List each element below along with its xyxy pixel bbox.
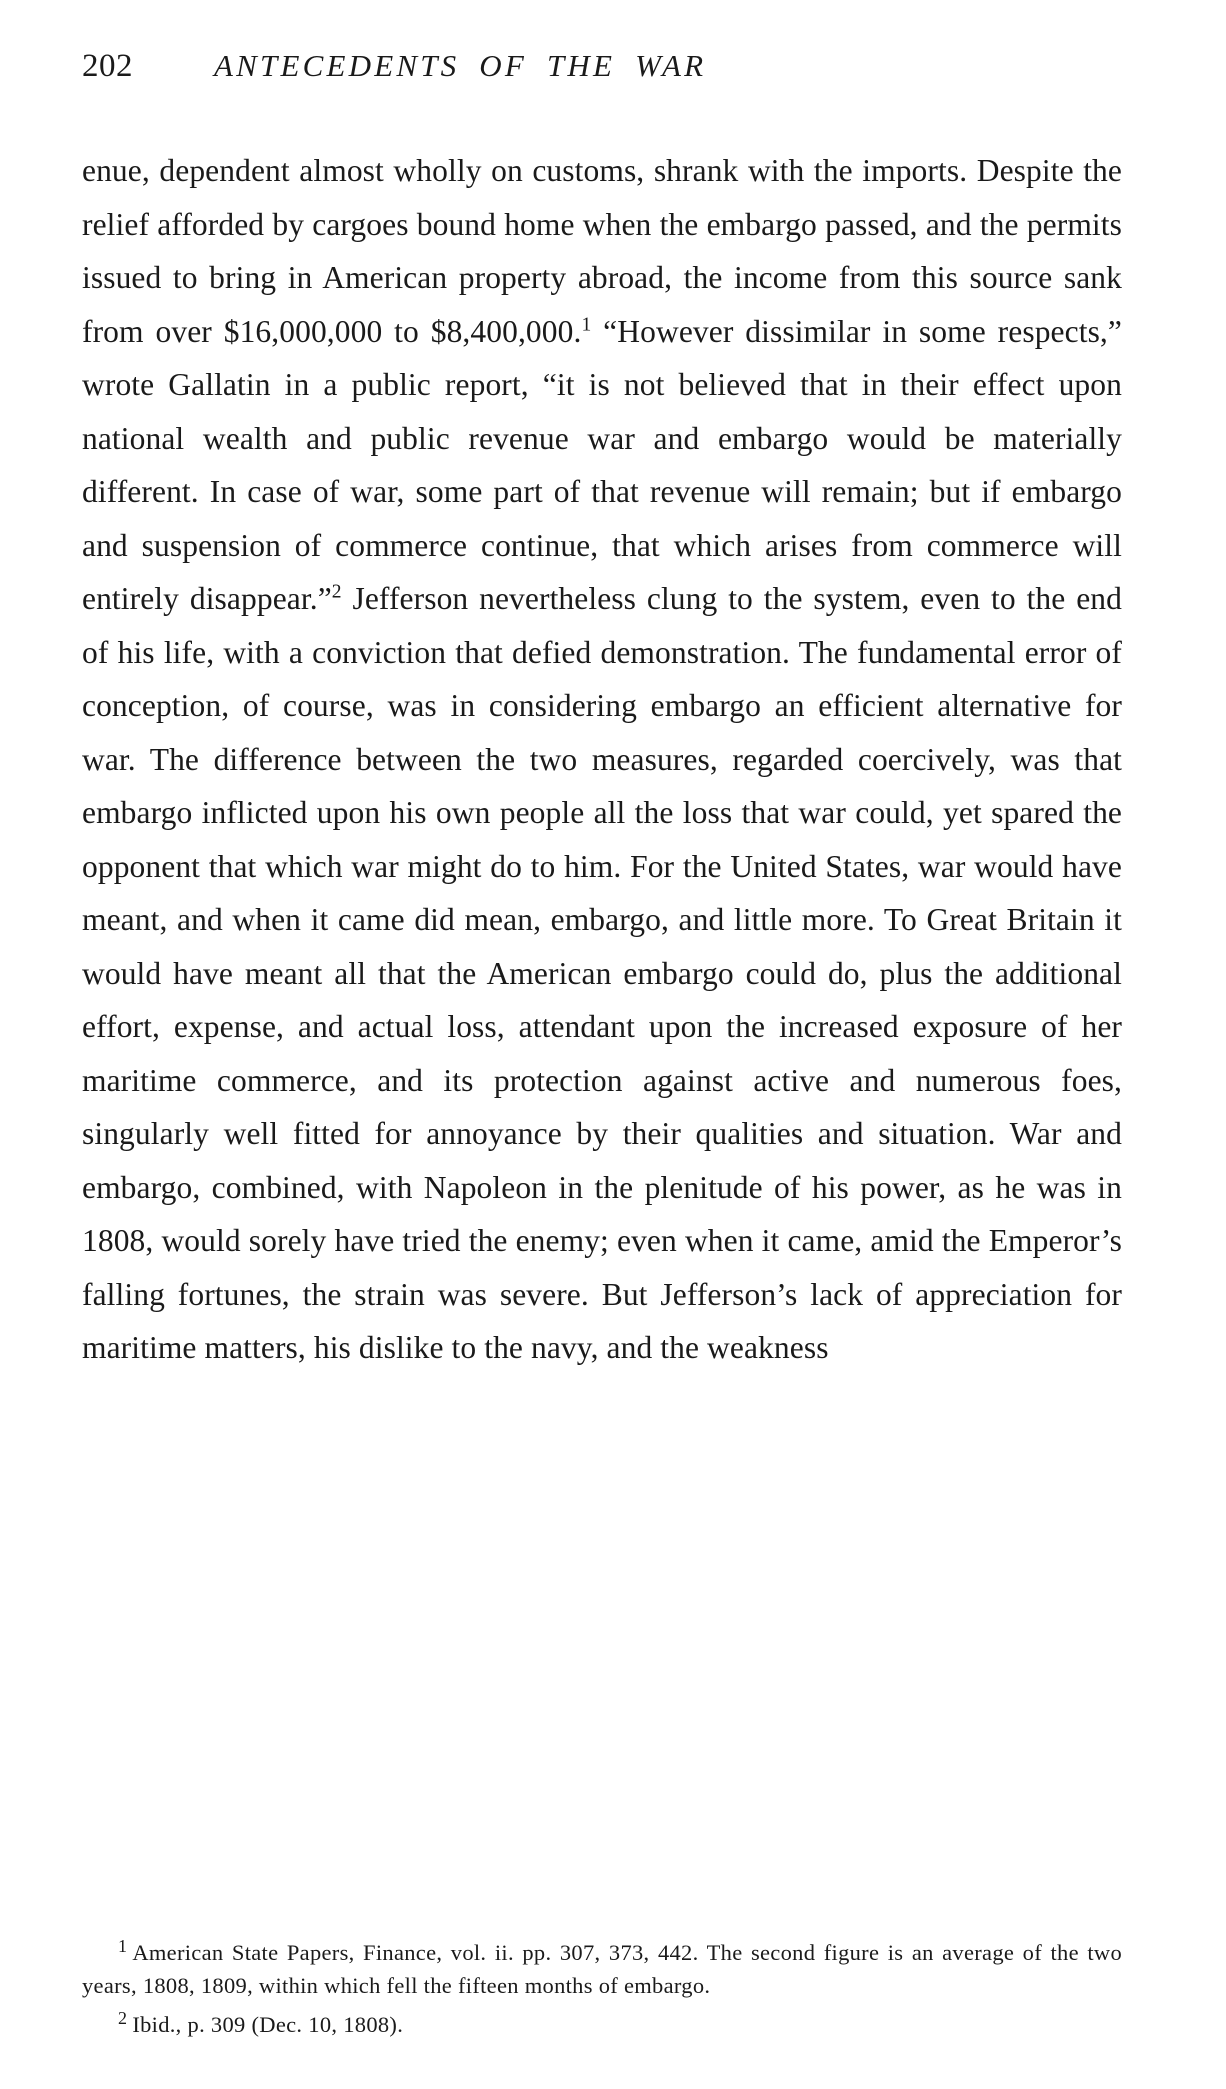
running-title: ANTECEDENTS OF THE WAR bbox=[214, 48, 707, 83]
page-header bbox=[82, 48, 1122, 118]
footnote-1-text: American State Papers, Finance, vol. ii. pp. 307, 373, 442. The second figure is an average of the two years, 1808, 1809, within which fell the fifteen months of embargo. bbox=[82, 1940, 1122, 1998]
footnote-1 bbox=[82, 1936, 1122, 2002]
footnote-reference-1[interactable]: 1 bbox=[581, 314, 592, 335]
main-paragraph bbox=[82, 144, 1122, 1375]
body-text bbox=[82, 144, 1122, 1375]
footnote-2 bbox=[82, 2008, 1122, 2041]
footnote-2-mark: 2 bbox=[118, 2007, 128, 2028]
footnote-reference-2[interactable]: 2 bbox=[331, 581, 342, 603]
page-number: 202 bbox=[82, 48, 133, 84]
paragraph-segment-1: enue, dependent almost wholly on customs, shrank with the imports. Despite the relief afforded by cargoes bound home when the embargo passed, and the permits issued to bring in American property abroad, the income from this source sank from over $16,000,000 to $8,400,000. bbox=[82, 153, 1122, 349]
paragraph-segment-3: Jefferson nevertheless clung to the system, even to the end of his life, with a conviction that defied demonstration. The fundamental error of conception, of course, was in considering embargo an efficient alternative for war. The difference between the two measures, regarded coercively, was that embargo inflicted upon his own people all the loss that war could, yet spared the opponent that which war might do to him. For the United States, war would have meant, and when it came did mean, embargo, and little more. To Great Britain it would have meant all that the American embargo could do, plus the additional effort, expense, and actual loss, attendant upon the increased exposure of her maritime commerce, and its protection against active and numerous foes, singularly well fitted for annoyance by their qualities and situation. War and embargo, combined, with Napoleon in the plenitude of his power, as he was in 1808, would sorely have tried the enemy; even when it came, amid the Emperor’s falling fortunes, the strain was severe. But Jefferson’s lack of appreciation for maritime matters, his dislike to the navy, and the weakness bbox=[82, 581, 1122, 1365]
paragraph-segment-2: “However dissimilar in some respects,” wrote Gallatin in a public report, “it is not believed that in their effect upon national wealth and public revenue war and embargo would be materially different. In case of war, some part of that revenue will remain; but if embargo and suspension of commerce continue, that which arises from commerce will entirely disappear.” bbox=[82, 313, 1122, 616]
footnote-1-mark: 1 bbox=[118, 1935, 128, 1956]
footnote-2-text: Ibid., p. 309 (Dec. 10, 1808). bbox=[132, 2012, 404, 2037]
footnotes-block bbox=[82, 1936, 1122, 2043]
